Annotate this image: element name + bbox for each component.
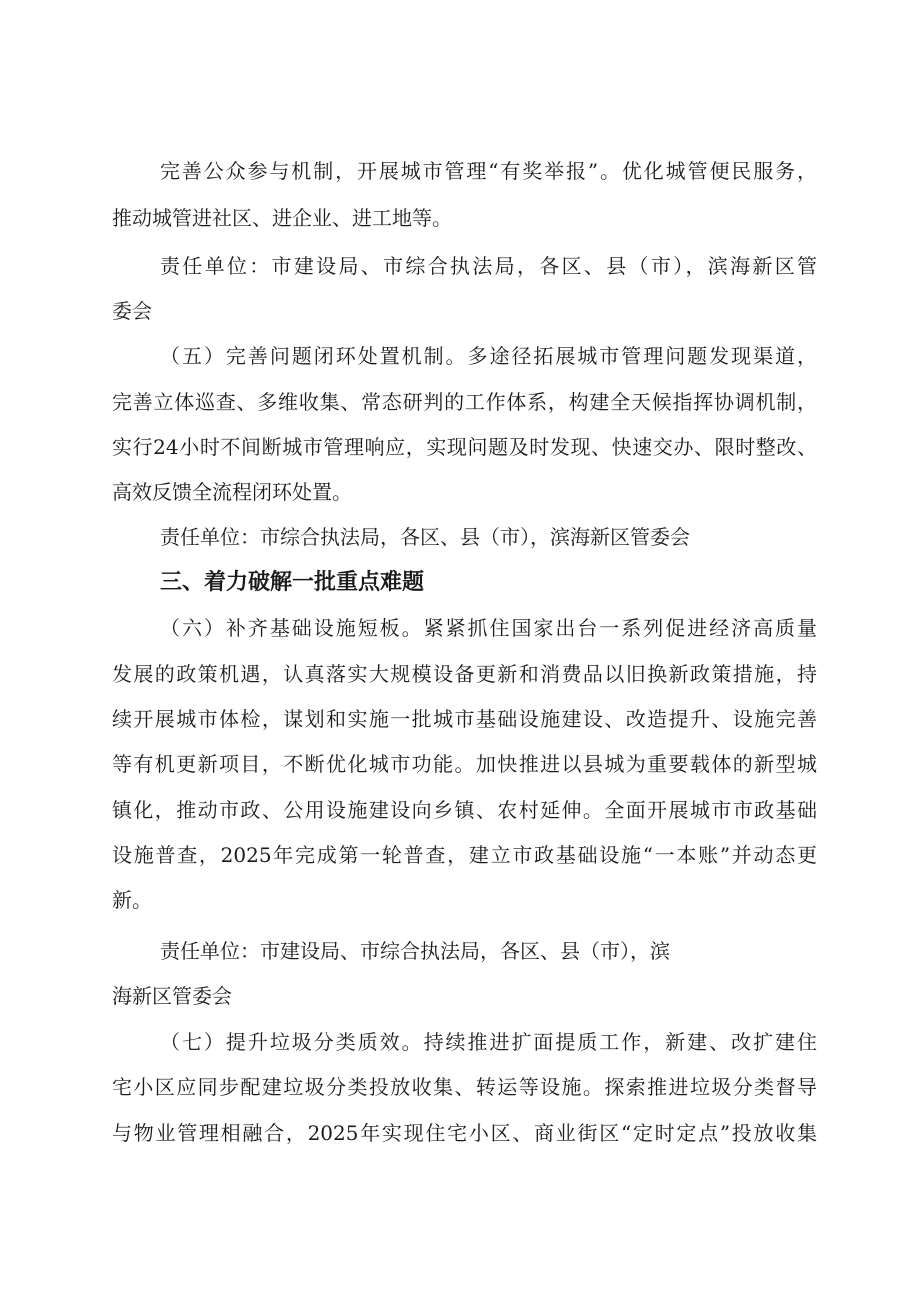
- paragraph-line: 宅小区应同步配建垃圾分类投放收集、转运等设施。探索推进垃圾分类督导: [112, 1075, 817, 1099]
- paragraph-line: 高效反馈全流程闭环处置。: [112, 480, 352, 504]
- responsible-units-line: 海新区管委会: [112, 984, 232, 1008]
- section-heading: 三、着力破解一批重点难题: [160, 570, 425, 595]
- paragraph-line: 新。: [112, 888, 152, 912]
- paragraph-line: 与物业管理相融合，2025年实现住宅小区、商业街区“定时定点”投放收集: [112, 1121, 817, 1145]
- paragraph-line: （五）完善问题闭环处置机制。多途径拓展城市管理问题发现渠道，: [160, 344, 817, 368]
- paragraph-line: （七）提升垃圾分类质效。持续推进扩面提质工作，新建、改扩建住: [160, 1030, 817, 1054]
- responsible-units-line: 委会: [112, 299, 152, 323]
- paragraph-line: 等有机更新项目，不断优化城市功能。加快推进以县城为重要载体的新型城: [112, 752, 817, 776]
- paragraph-line: 完善立体巡查、多维收集、常态研判的工作体系，构建全天候指挥协调机制，: [112, 390, 817, 414]
- paragraph-line: 镇化，推动市政、公用设施建设向乡镇、农村延伸。全面开展城市市政基础: [112, 798, 817, 822]
- paragraph-line: 完善公众参与机制，开展城市管理“有奖举报”。优化城管便民服务，: [160, 159, 817, 183]
- paragraph-line: 实行24小时不间断城市管理响应，实现问题及时发现、快速交办、限时整改、: [112, 435, 817, 459]
- paragraph-line: 发展的政策机遇，认真落实大规模设备更新和消费品以旧换新政策措施，持: [112, 662, 817, 686]
- responsible-units-line: 责任单位：市综合执法局，各区、县（市），滨海新区管委会: [160, 525, 690, 549]
- paragraph-line: 续开展城市体检，谋划和实施一批城市基础设施建设、改造提升、设施完善: [112, 707, 817, 731]
- paragraph-line: 设施普查，2025年完成第一轮普查，建立市政基础设施“一本账”并动态更: [112, 843, 817, 867]
- responsible-units-line: 责任单位：市建设局、市综合执法局，各区、县（市），滨海新区管: [160, 254, 817, 278]
- paragraph-line: 推动城管进社区、进企业、进工地等。: [112, 206, 452, 230]
- paragraph-line: （六）补齐基础设施短板。紧紧抓住国家出台一系列促进经济高质量: [160, 616, 817, 640]
- responsible-units-line: 责任单位：市建设局、市综合执法局，各区、县（市），滨: [160, 939, 670, 963]
